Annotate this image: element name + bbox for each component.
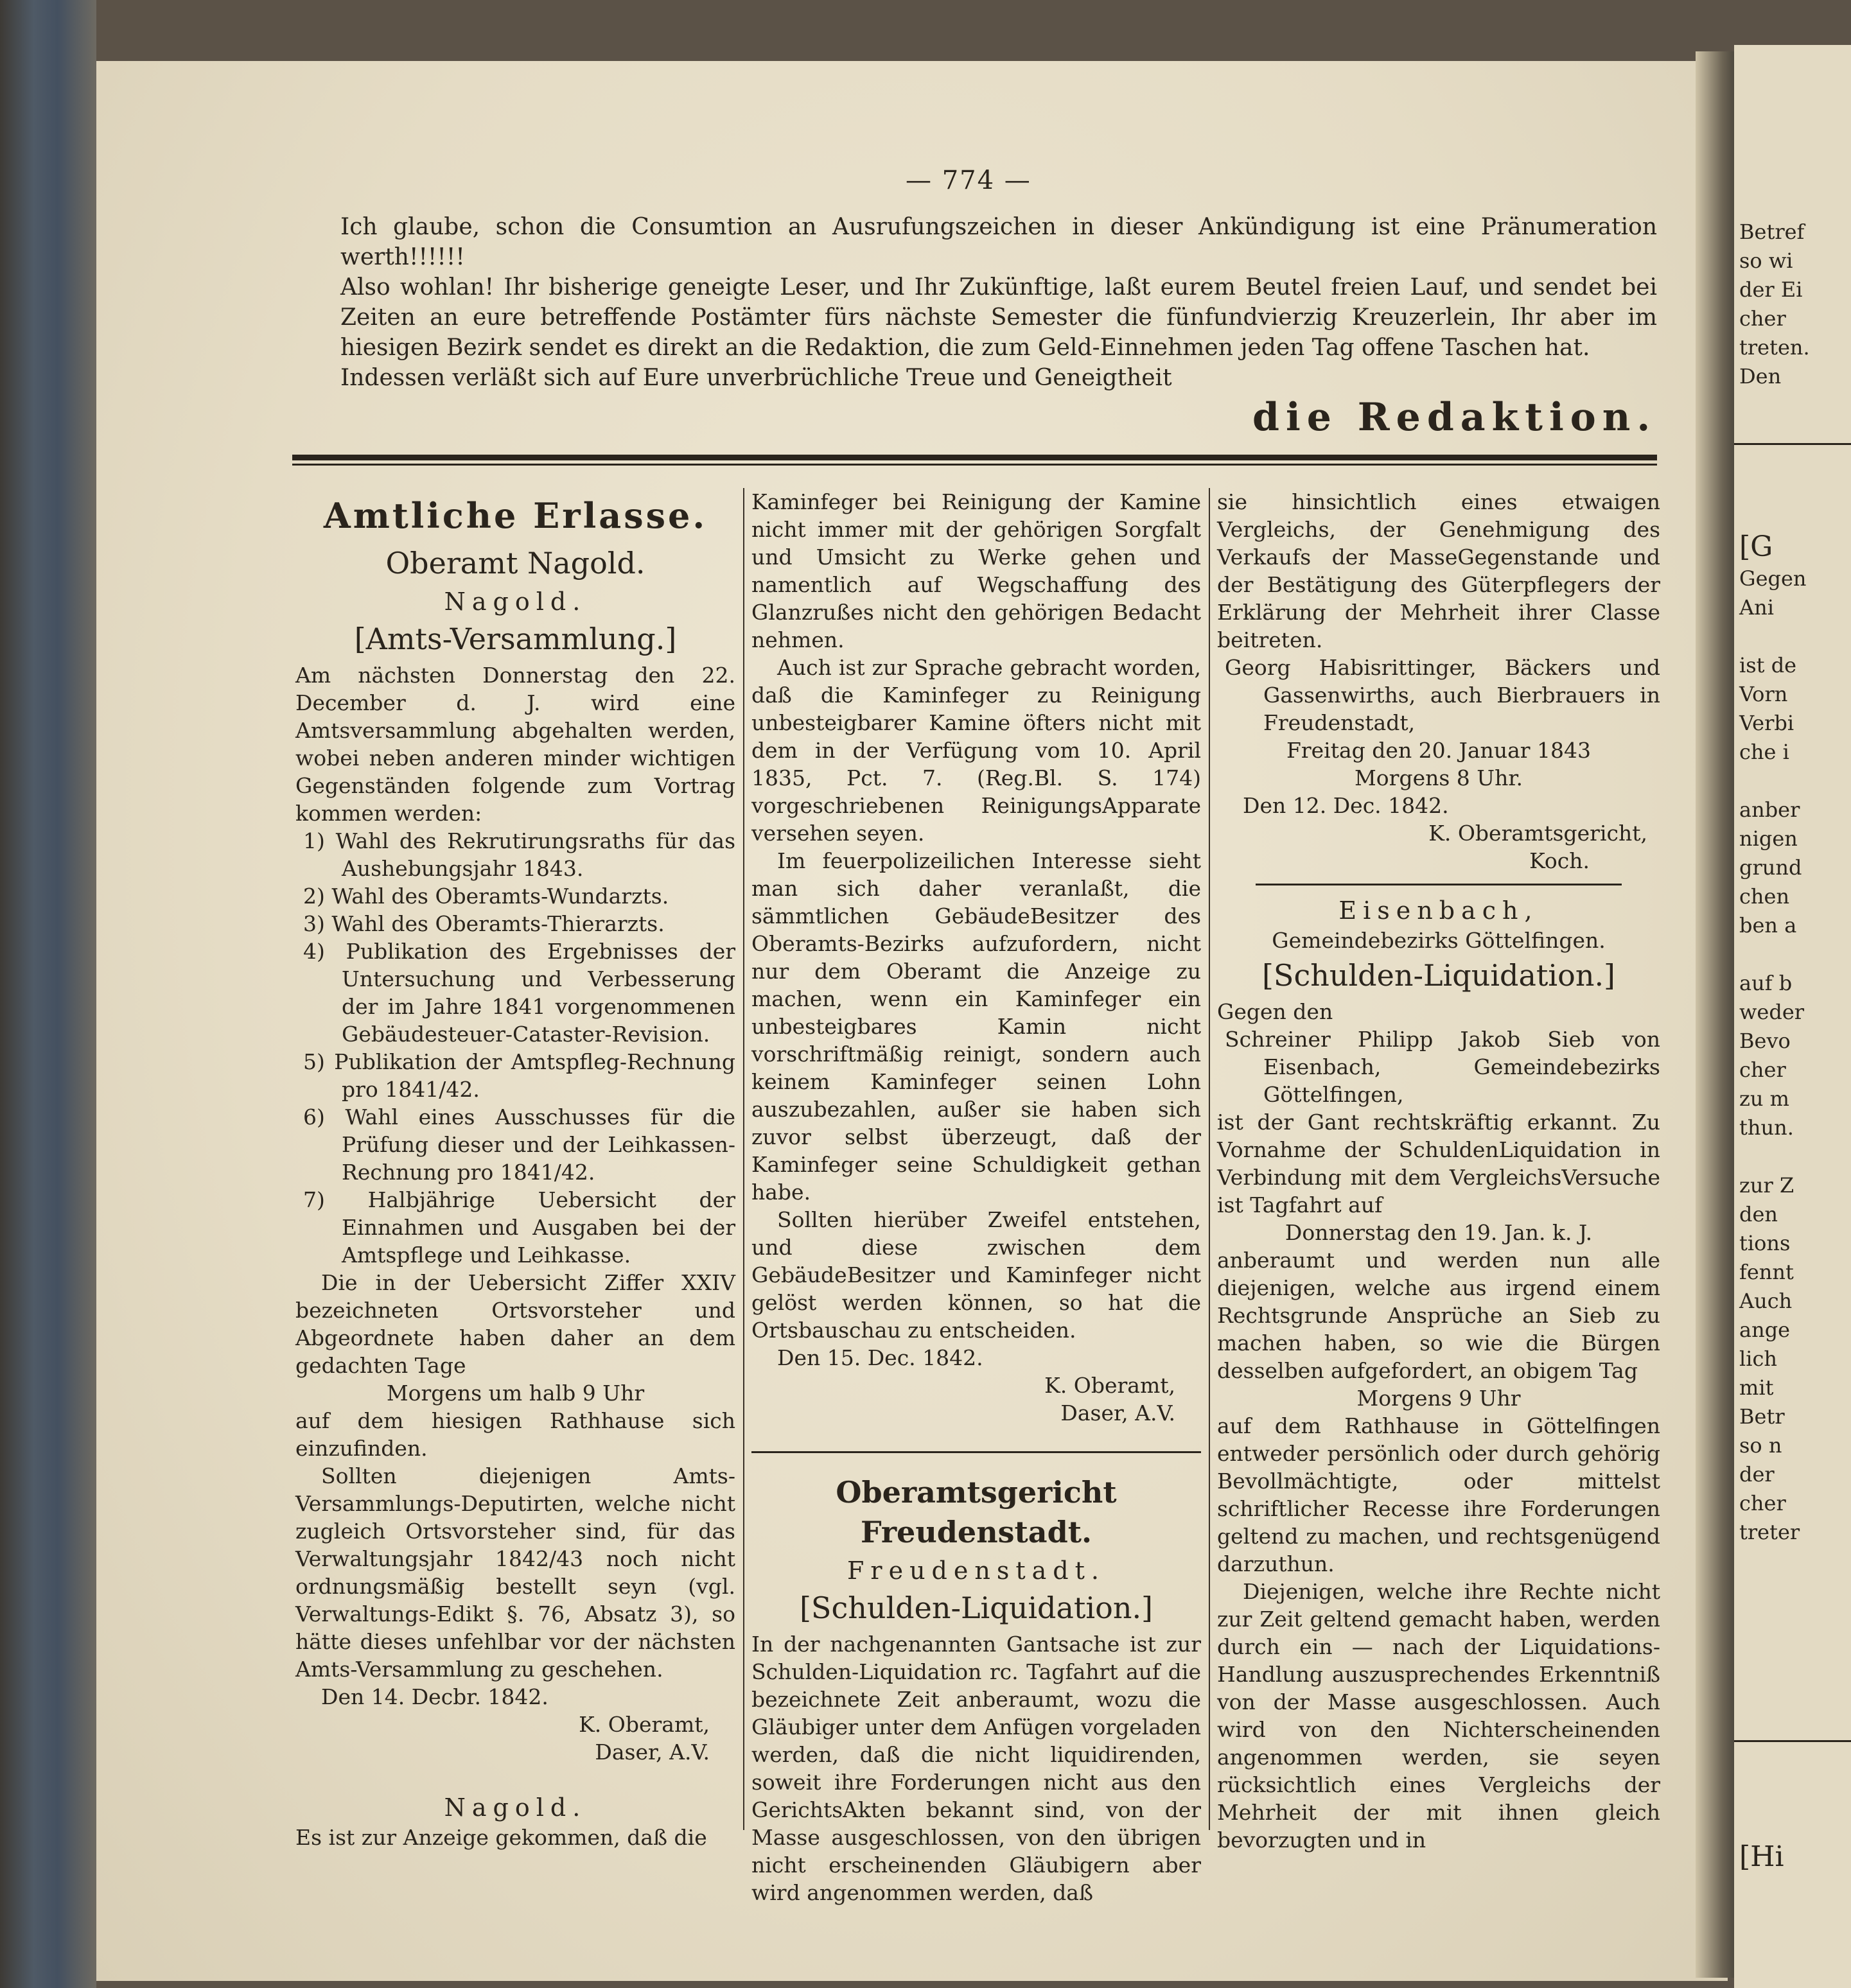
agenda-item-5: 5) Publikation der Amtspfleg-Rechnung pro 1841/42. — [303, 1049, 735, 1102]
next-page-fragment-text: nigen — [1739, 826, 1798, 851]
next-page-fragment-text: chen — [1739, 884, 1790, 909]
next-page-fragment-text: [Hi — [1739, 1840, 1784, 1873]
double-rule-thin — [292, 464, 1657, 466]
meeting-time: Morgens um halb 9 Uhr — [386, 1381, 645, 1406]
next-page-fragment-text: cher — [1739, 1491, 1786, 1515]
column-2 — [751, 488, 1201, 1906]
place-heading: Nagold. — [444, 1793, 587, 1822]
next-page-fragment-text: [G — [1739, 530, 1773, 563]
next-page-fragment-text: den — [1739, 1202, 1778, 1226]
next-page-fragment — [1734, 45, 1851, 1988]
debtor-name: Georg Habisrittinger, Bäckers und Gassenwirths, auch Bierbrauers in Freudenstadt, — [1225, 655, 1660, 735]
next-page-rule — [1734, 1740, 1851, 1742]
signature-name: Koch. — [1529, 848, 1590, 873]
next-page-fragment-text: Betref — [1739, 220, 1805, 244]
signature-office: K. Oberamtsgericht, — [1428, 821, 1647, 846]
next-page-fragment-text: fennt — [1739, 1260, 1794, 1284]
next-page-fragment-text: zu m — [1739, 1086, 1789, 1111]
notice-date: Den 12. Dec. 1842. — [1243, 793, 1449, 818]
next-page-fragment-text: Verbi — [1739, 711, 1794, 735]
next-page-fragment-text: so wi — [1739, 248, 1793, 273]
next-page-fragment-text: Ani — [1739, 595, 1774, 620]
notice-paragraph: Sollten hierüber Zweifel entstehen, und diese zwischen dem GebäudeBesitzer und Kaminfeger nicht gelöst werden können, so hat die Ortsbauschau zu entscheiden. — [751, 1207, 1201, 1343]
next-page-fragment-text: ange — [1739, 1318, 1791, 1342]
next-page-fragment-text: Gegen — [1739, 566, 1807, 591]
next-page-fragment-text: treten. — [1739, 335, 1810, 360]
redaktion-signature: die Redaktion. — [1252, 395, 1657, 440]
place-heading: Eisenbach, — [1338, 896, 1539, 925]
next-page-fragment-text: ben a — [1739, 913, 1797, 937]
column-divider-1 — [743, 488, 744, 1830]
notice-paragraph: Auch ist zur Sprache gebracht worden, daß die Kaminfeger zu Reinigung unbesteigbarer Kamine öfters nicht mit dem in der Verfügung vom 10. April 1835, Pct. 7. (Reg.Bl. S. 174) vorgeschriebenen ReinigungsApparate versehen seyen. — [751, 655, 1201, 846]
next-page-fragment-text: cher — [1739, 306, 1786, 331]
notice-title: [Schulden-Liquidation.] — [799, 1591, 1154, 1625]
hearing-date: Donnerstag den 19. Jan. k. J. — [1285, 1220, 1593, 1245]
next-page-fragment-text: Bevo — [1739, 1029, 1791, 1053]
column-3 — [1217, 488, 1660, 1854]
section-heading: Amtliche Erlasse. — [323, 495, 708, 536]
next-page-fragment-text: Auch — [1739, 1289, 1793, 1313]
notice-paragraph: Gegen den — [1217, 999, 1333, 1024]
place-heading: Nagold. — [444, 588, 587, 616]
signature-office: K. Oberamt, — [579, 1712, 710, 1737]
section-separator — [1256, 884, 1622, 885]
notice-paragraph: Am nächsten Donnerstag den 22. December d. J. wird eine Amtsversammlung abgehalten werden, wobei neben anderen minder wichtigen Gegenständen folgende zum Vortrag kommen werden: — [295, 663, 735, 826]
next-page-rule — [1734, 443, 1851, 445]
next-page-fragment-text: tions — [1739, 1231, 1791, 1255]
place-heading: Freudenstadt. — [847, 1556, 1105, 1585]
next-page-fragment-text: der — [1739, 1462, 1775, 1487]
notice-paragraph: sie hinsichtlich eines etwaigen Vergleichs, der Genehmigung des Verkaufs der MasseGegenstande und der Bestätigung des Güterpflegers der Erklärung der Mehrheit ihrer Classe beitreten. — [1217, 489, 1660, 652]
notice-title: [Amts-Versammlung.] — [354, 622, 677, 656]
intro-notice — [340, 212, 1657, 393]
agenda-item-4: 4) Publikation des Ergebnisses der Untersuchung und Verbesserung der im Jahre 1841 vorgenommenen Gebäudesteuer-Cataster-Revision. — [303, 939, 735, 1047]
debtor-name: Schreiner Philipp Jakob Sieb von Eisenbach, Gemeindebezirks Göttelfingen, — [1225, 1027, 1660, 1107]
next-page-fragment-text: mit — [1739, 1375, 1774, 1400]
notice-paragraph: auf dem hiesigen Rathhause sich einzufinden. — [295, 1408, 735, 1461]
section-separator — [751, 1451, 1201, 1453]
next-page-fragment-text: thun. — [1739, 1115, 1794, 1140]
next-page-fragment-text: so n — [1739, 1433, 1782, 1458]
notice-paragraph: anberaumt und werden nun alle diejenigen, welche aus irgend einem Rechtsgrunde Ansprüche an Sieb zu machen haben, so wie die Bürgen desselben aufgefordert, an obigem Tag — [1217, 1248, 1660, 1383]
notice-paragraph: Kaminfeger bei Reinigung der Kamine nicht immer mit der gehörigen Sorgfalt und Umsicht zu Werke gehen und namentlich auf Wegschaffung des Glanzrußes nicht den gehörigen Bedacht nehmen. — [751, 489, 1201, 652]
next-page-fragment-text: auf b — [1739, 971, 1793, 995]
column-divider-2 — [1209, 488, 1210, 1830]
hearing-date: Freitag den 20. Januar 1843 — [1286, 738, 1591, 763]
signature-office: K. Oberamt, — [1044, 1373, 1175, 1398]
notice-title: [Schulden-Liquidation.] — [1261, 958, 1616, 993]
signature-name: Daser, A.V. — [1060, 1400, 1175, 1426]
next-page-fragment-text: Den — [1739, 364, 1782, 388]
next-page-fragment-text: cher — [1739, 1058, 1786, 1082]
notice-paragraph: auf dem Rathhause in Göttelfingen entweder persönlich oder durch gehörig Bevollmächtigte, oder mittelst schriftlicher Recesse ihre Forderungen geltend zu machen, und rechtsgenügend darzuthun. — [1217, 1413, 1660, 1576]
notice-paragraph: Diejenigen, welche ihre Rechte nicht zur Zeit geltend gemacht haben, werden durch ein — nach der Liquidations-Handlung auszusprechendes Erkenntniß von der Masse ausgeschlossen. Auch wird von den Nichterscheinenden angenommen werden, sie seyen rücksichtlich eines Vergleichs der Mehrheit der mit ihnen gleich bevorzugten und in — [1217, 1579, 1660, 1853]
next-page-fragment-text: ist de — [1739, 653, 1797, 677]
agenda-item-1: 1) Wahl des Rekrutirungsraths für das Aushebungsjahr 1843. — [303, 828, 735, 881]
next-page-fragment-text: grund — [1739, 855, 1802, 880]
intro-line-1: Ich glaube, schon die Consumtion an Ausrufungszeichen in dieser Ankündigung ist eine Pränumeration werth!!!!!! — [340, 214, 1657, 270]
district-heading: Gemeindebezirks Göttelfingen. — [1272, 928, 1606, 953]
next-page-fragment-text: Vorn — [1739, 682, 1788, 706]
agenda-item-3: 3) Wahl des Oberamts-Thierarzts. — [303, 911, 665, 936]
next-page-fragment-text: der Ei — [1739, 277, 1803, 302]
next-page-fragment-text: zur Z — [1739, 1173, 1794, 1198]
book-spine — [0, 0, 96, 1988]
signature-name: Daser, A.V. — [595, 1740, 710, 1765]
intro-line-3: Indessen verläßt sich auf Eure unverbrüchliche Treue und Geneigtheit — [340, 365, 1172, 391]
next-page-fragment-text: anber — [1739, 798, 1800, 822]
hearing-time: Morgens 9 Uhr — [1356, 1386, 1521, 1411]
agenda-item-7: 7) Halbjährige Uebersicht der Einnahmen und Ausgaben bei der Amtspflege und Leihkasse. — [303, 1187, 735, 1268]
notice-paragraph: Es ist zur Anzeige gekommen, daß die — [295, 1825, 707, 1850]
intro-line-2: Also wohlan! Ihr bisherige geneigte Leser, und Ihr Zukünftige, laßt eurem Beutel freien Lauf, und sendet bei Zeiten an eure betreffende Postämter fürs nächste Semester die fünfundvierzig Kreuzerlein, Ihr aber im hiesigen Bezirk sendet es direkt an die Redaktion, die zum Geld-Einnehmen jeden Tag offene Taschen hat. — [340, 274, 1657, 361]
agenda-item-6: 6) Wahl eines Ausschusses für die Prüfung dieser und der Leihkassen-Rechnung pro 1841/42. — [303, 1104, 735, 1185]
notice-paragraph: Im feuerpolizeilichen Interesse sieht man sich daher veranlaßt, die sämmtlichen GebäudeBesitzer des Oberamts-Bezirks aufzufordern, nicht nur dem Oberamt die Anzeige zu machen, wenn ein Kaminfeger ein unbesteigbares Kamin nicht vorschriftmäßig reinigt, sondern auch keinem Kaminfeger seinen Lohn auszubezahlen, außer sie haben sich zuvor selbst überzeugt, daß der Kaminfeger seine Schuldigkeit gethan habe. — [751, 848, 1201, 1205]
court-heading: Oberamtsgericht Freudenstadt. — [836, 1475, 1117, 1549]
page-number: — 774 — — [906, 166, 1031, 195]
notice-paragraph: Die in der Uebersicht Ziffer XXIV bezeichneten Ortsvorsteher und Abgeordnete haben daher an dem gedachten Tage — [295, 1270, 735, 1378]
next-page-fragment-text: weder — [1739, 1000, 1805, 1024]
notice-paragraph: Sollten diejenigen Amts-Versammlungs-Deputirten, welche nicht zugleich Ortsvorsteher sind, für das Verwaltungsjahr 1842/43 noch nicht ordnungsmäßig bestellt seyn (vgl. Verwaltungs-Edikt §. 76, Absatz 3), so hätte dieses unfehlbar vor der nächsten Amts-Versammlung zu geschehen. — [295, 1463, 735, 1682]
agenda-item-2: 2) Wahl des Oberamts-Wundarzts. — [303, 884, 669, 909]
notice-date: Den 14. Decbr. 1842. — [321, 1684, 548, 1709]
next-page-fragment-text: che i — [1739, 740, 1789, 764]
next-page-fragment-text: lich — [1739, 1347, 1777, 1371]
notice-paragraph: In der nachgenannten Gantsache ist zur Schulden-Liquidation rc. Tagfahrt auf die bezeichnete Zeit anberaumt, wozu die Gläubiger unter dem Anfügen vorgeladen werden, daß die nicht liquidirenden, soweit ihre Forderungen nicht aus den GerichtsAkten bekannt sind, von der Masse ausgeschlossen, von den übrigen nicht erscheinenden Gläubigern aber wird angenommen werden, daß — [751, 1632, 1201, 1905]
next-page-fragment-text: treter — [1739, 1520, 1800, 1544]
office-heading: Oberamt Nagold. — [385, 546, 645, 580]
next-page-fragment-text: Betr — [1739, 1404, 1785, 1429]
notice-date: Den 15. Dec. 1842. — [777, 1345, 983, 1370]
double-rule-thick — [292, 455, 1657, 460]
notice-paragraph: ist der Gant rechtskräftig erkannt. Zu Vornahme der SchuldenLiquidation in Verbindung mit dem VergleichsVersuche ist Tagfahrt auf — [1217, 1110, 1660, 1217]
hearing-time: Morgens 8 Uhr. — [1355, 765, 1523, 790]
column-1 — [295, 488, 735, 1851]
